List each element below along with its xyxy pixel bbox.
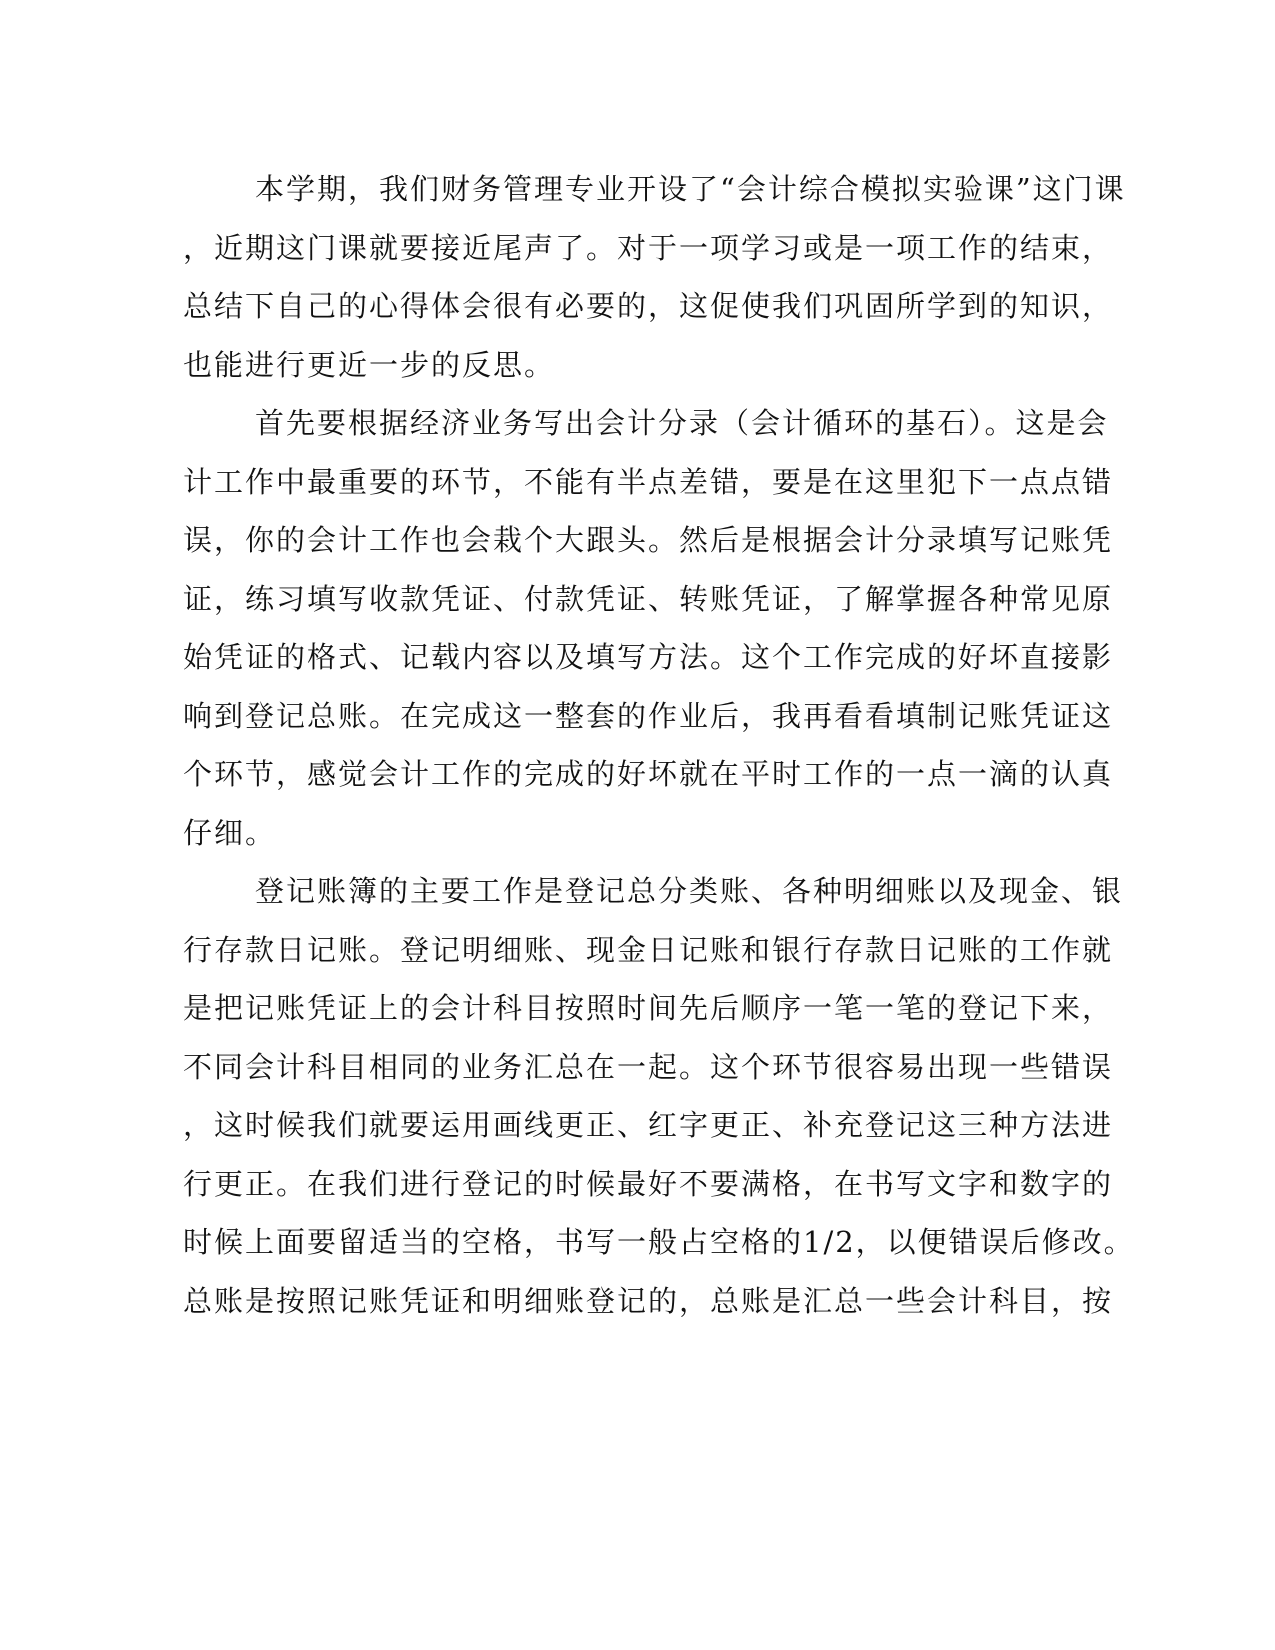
- paragraph-2-line-2: 计工作中最重要的环节，不能有半点差错，要是在这里犯下一点点错: [183, 464, 1114, 499]
- paragraph-1-line-4: 也能进行更近一步的反思。: [183, 347, 556, 382]
- paragraph-2-line-1: 首先要根据经济业务写出会计分录（会计循环的基石）。这是会: [255, 406, 1109, 440]
- paragraph-3-line-8: 总账是按照记账凭证和明细账登记的，总账是汇总一些会计科目，按: [183, 1283, 1114, 1318]
- paragraph-2-line-7: 个环节，感觉会计工作的完成的好坏就在平时工作的一点一滴的认真: [183, 757, 1114, 791]
- paragraph-3-line-2: 行存款日记账。登记明细账、现金日记账和银行存款日记账的工作就: [183, 932, 1114, 967]
- paragraph-3-line-5: ，这时候我们就要运用画线更正、红字更正、补充登记这三种方法进: [183, 1108, 1114, 1142]
- paragraph-3-line-4: 不同会计科目相同的业务汇总在一起。这个环节很容易出现一些错误: [183, 1049, 1114, 1084]
- paragraph-1-line-3: 总结下自己的心得体会很有必要的，这促使我们巩固所学到的知识，: [183, 289, 1114, 323]
- paragraph-2-line-3: 误，你的会计工作也会栽个大跟头。然后是根据会计分录填写记账凭: [183, 523, 1114, 557]
- paragraph-3-line-6: 行更正。在我们进行登记的时候最好不要满格，在书写文字和数字的: [183, 1166, 1114, 1201]
- document-body: [183, 160, 1135, 1330]
- paragraph-3-line-3: 是把记账凭证上的会计科目按照时间先后顺序一笔一笔的登记下来，: [183, 991, 1114, 1025]
- paragraph-2-line-8: 仔细。: [183, 815, 277, 850]
- paragraph-3-line-7: 时候上面要留适当的空格，书写一般占空格的1/2，以便错误后修改。: [183, 1225, 1135, 1259]
- paragraph-1-line-2: ，近期这门课就要接近尾声了。对于一项学习或是一项工作的结束，: [183, 230, 1114, 265]
- paragraph-2-line-4: 证，练习填写收款凭证、付款凭证、转账凭证，了解掌握各种常见原: [183, 581, 1114, 616]
- paragraph-2-line-5: 始凭证的格式、记载内容以及填写方法。这个工作完成的好坏直接影: [183, 640, 1114, 674]
- paragraph-1-line-1: 本学期，我们财务管理专业开设了“会计综合模拟实验课”这门课: [255, 172, 1126, 206]
- paragraph-3-line-1: 登记账簿的主要工作是登记总分类账、各种明细账以及现金、银: [255, 874, 1124, 908]
- paragraph-2-line-6: 响到登记总账。在完成这一整套的作业后，我再看看填制记账凭证这: [183, 698, 1114, 733]
